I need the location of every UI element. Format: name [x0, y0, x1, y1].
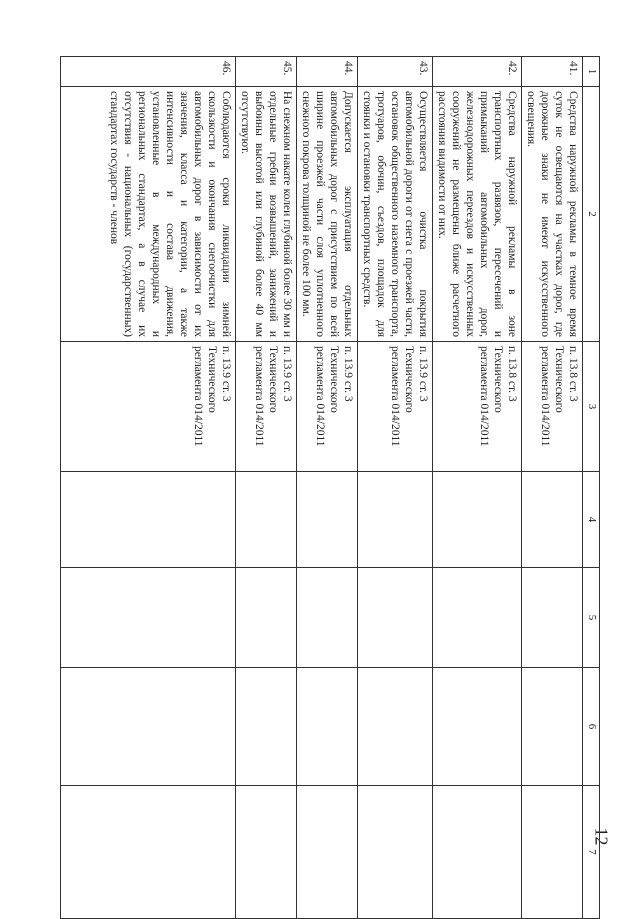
requirement-text: Осуществляется очистка покрытия автомобильной дороги от снега с проезжей части, остановок общественного наземного транспорта, тротуаров, обочин, съездов, площадок для стоянки и остановки транспортных средств. — [357, 87, 432, 342]
empty-cell — [521, 786, 582, 919]
table-row — [60, 57, 235, 919]
header-cell: 6 — [583, 668, 600, 786]
table-row — [235, 57, 296, 919]
regulation-reference: п. 13.9 ст. 3 Технического регламента 014/2011 — [235, 342, 296, 472]
regulation-reference: п. 13.9 ст. 3 Технического регламента 014/2011 — [357, 342, 432, 472]
empty-cell — [235, 472, 296, 568]
header-cell: 1 — [583, 57, 600, 87]
table-header-row — [583, 57, 600, 919]
empty-cell — [521, 668, 582, 786]
empty-cell — [432, 668, 521, 786]
table-row — [521, 57, 582, 919]
empty-cell — [432, 786, 521, 919]
header-cell: 5 — [583, 568, 600, 668]
empty-cell — [357, 668, 432, 786]
empty-cell — [60, 786, 235, 919]
empty-cell — [296, 568, 357, 668]
regulation-reference: п. 13.8 ст. 3 Технического регламента 014/2011 — [521, 342, 582, 472]
row-number: 42. — [432, 57, 521, 87]
empty-cell — [296, 472, 357, 568]
row-number: 41. — [521, 57, 582, 87]
row-number: 43. — [357, 57, 432, 87]
empty-cell — [235, 568, 296, 668]
empty-cell — [60, 472, 235, 568]
empty-cell — [296, 668, 357, 786]
row-number: 46. — [60, 57, 235, 87]
empty-cell — [235, 668, 296, 786]
requirements-table — [60, 56, 600, 919]
header-cell: 3 — [583, 342, 600, 472]
requirement-text: Соблюдаются сроки ликвидации зимней скользкости и окончания снегоочистки для автомобильных дорог в зависимости от их значения, класса и категории, а также интенсивности и состава движения, установленные в международных и региональных стандартах, а в случае их отсутствия - национальных (государственных) стандартах государств - членов — [60, 87, 235, 342]
header-cell: 7 — [583, 786, 600, 919]
empty-cell — [357, 786, 432, 919]
header-cell: 4 — [583, 472, 600, 568]
header-cell: 2 — [583, 87, 600, 342]
empty-cell — [357, 568, 432, 668]
regulation-reference: п. 13.9 ст. 3 Технического регламента 014/2011 — [60, 342, 235, 472]
empty-cell — [357, 472, 432, 568]
empty-cell — [60, 568, 235, 668]
empty-cell — [432, 472, 521, 568]
row-number: 45. — [235, 57, 296, 87]
requirement-text: На снежном накате колеи глубиной более 30 мм и отдельные гребни возвышений, занижений и выбоины высотой или глубиной более 40 мм отсутствуют. — [235, 87, 296, 342]
empty-cell — [432, 568, 521, 668]
requirement-text: Допускается эксплуатация отдельных автомобильных дорог с присутствием по всей ширине проезжей части слоя уплотненного снежного покрова толщиной не более 100 мм. — [296, 87, 357, 342]
table-row — [296, 57, 357, 919]
regulation-reference: п. 13.9 ст. 3 Технического регламента 014/2011 — [296, 342, 357, 472]
table-row — [432, 57, 521, 919]
page-number: 12 — [591, 827, 612, 846]
empty-cell — [296, 786, 357, 919]
empty-cell — [521, 472, 582, 568]
table-row — [357, 57, 432, 919]
row-number: 44. — [296, 57, 357, 87]
empty-cell — [60, 668, 235, 786]
requirement-text: Средства наружной рекламы в темное время суток не освещаются на участках дорог, где дорожные знаки не имеют искусственного освещения. — [521, 87, 582, 342]
rotated-table-wrapper — [60, 56, 600, 918]
regulation-reference: п. 13.8 ст. 3 Технического регламента 014/2011 — [432, 342, 521, 472]
empty-cell — [235, 786, 296, 919]
empty-cell — [521, 568, 582, 668]
requirement-text: Средства наружной рекламы в зоне транспортных развязок, пересечений и примыканий автомобильных дорог, железнодорожных переездов и искусственных сооружений не размещены ближе расчетного расстояния видимости от них. — [432, 87, 521, 342]
